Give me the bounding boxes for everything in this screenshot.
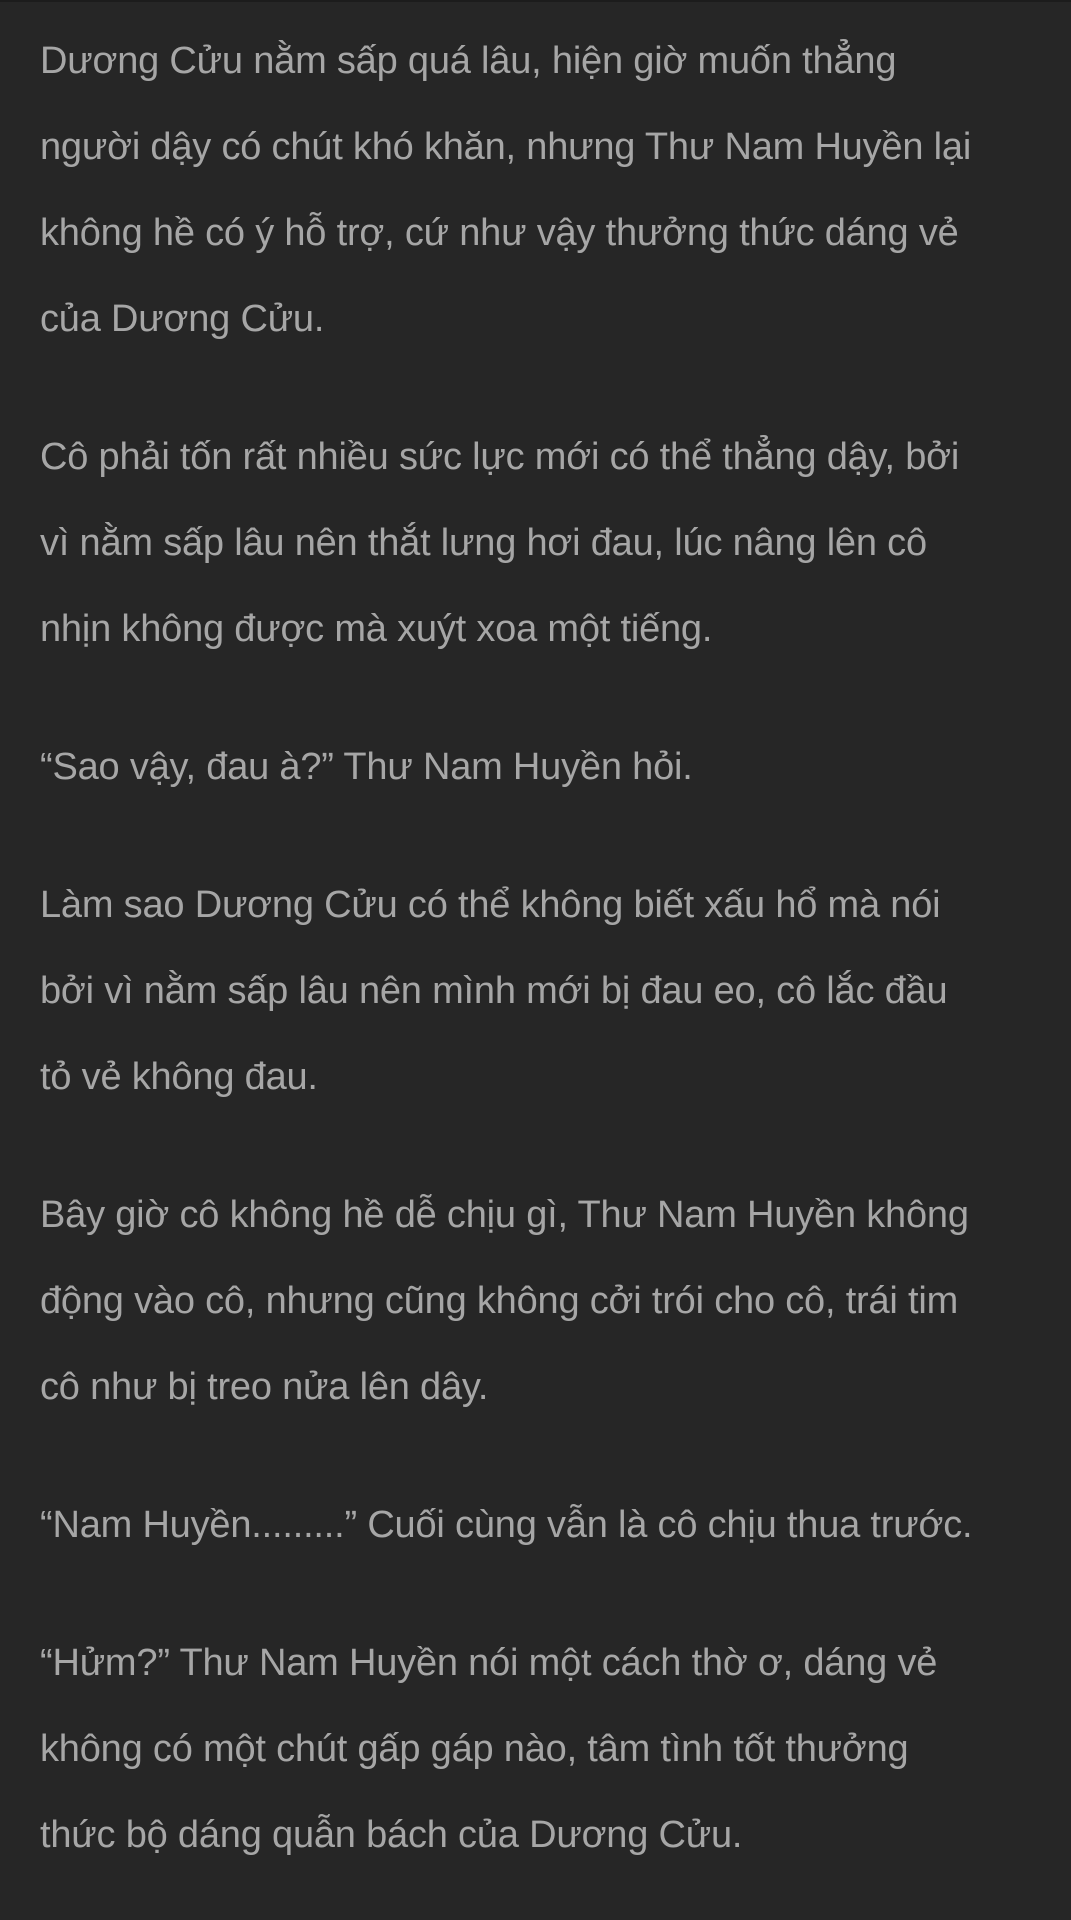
text-line: “Nam Huyền.........” Cuối cùng vẫn là cô chịu thua trước.: [40, 1504, 973, 1546]
paragraph: [40, 1482, 1040, 1568]
text-line: vì nằm sấp lâu nên thắt lưng hơi đau, lúc nâng lên cô: [40, 522, 927, 564]
text-line: không hề có ý hỗ trợ, cứ như vậy thưởng thức dáng vẻ: [40, 212, 959, 254]
text-line: người dậy có chút khó khăn, nhưng Thư Nam Huyền lại: [40, 126, 972, 168]
paragraph: [40, 18, 1040, 362]
text-line: “Hửm?” Thư Nam Huyền nói một cách thờ ơ, dáng vẻ: [40, 1642, 938, 1684]
text-line: Dương Cửu nằm sấp quá lâu, hiện giờ muốn thẳng: [40, 40, 897, 82]
text-line: thức bộ dáng quẫn bách của Dương Cửu.: [40, 1814, 743, 1856]
paragraph: [40, 414, 1040, 672]
text-line: động vào cô, nhưng cũng không cởi trói cho cô, trái tim: [40, 1280, 959, 1322]
text-line: “Sao vậy, đau à?” Thư Nam Huyền hỏi.: [40, 746, 693, 788]
chapter-text: [40, 18, 1040, 1878]
text-line: tỏ vẻ không đau.: [40, 1056, 318, 1098]
paragraph: [40, 1620, 1040, 1878]
text-line: không có một chút gấp gáp nào, tâm tình tốt thưởng: [40, 1728, 909, 1770]
paragraph: [40, 724, 1040, 810]
text-line: bởi vì nằm sấp lâu nên mình mới bị đau eo, cô lắc đầu: [40, 970, 948, 1012]
text-line: Làm sao Dương Cửu có thể không biết xấu hổ mà nói: [40, 884, 941, 926]
text-line: cô như bị treo nửa lên dây.: [40, 1366, 489, 1408]
text-line: của Dương Cửu.: [40, 298, 325, 340]
paragraph: [40, 862, 1040, 1120]
text-line: Bây giờ cô không hề dễ chịu gì, Thư Nam Huyền không: [40, 1194, 969, 1236]
text-line: Cô phải tốn rất nhiều sức lực mới có thể thẳng dậy, bởi: [40, 436, 960, 478]
text-line: nhịn không được mà xuýt xoa một tiếng.: [40, 608, 713, 650]
paragraph: [40, 1172, 1040, 1430]
top-divider: [0, 0, 1071, 2]
